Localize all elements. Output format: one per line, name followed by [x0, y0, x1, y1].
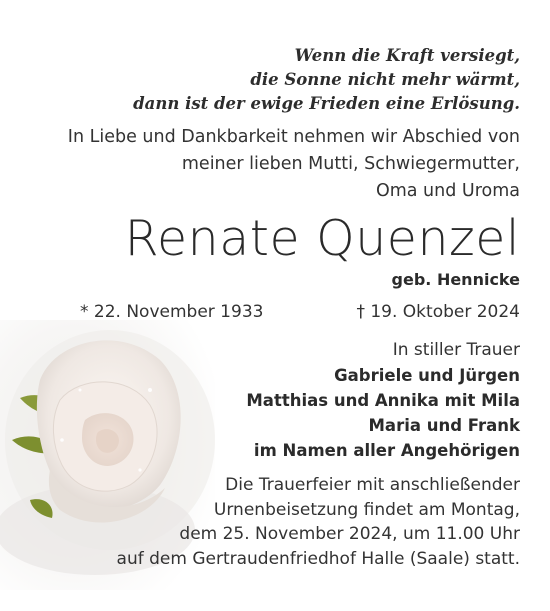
intro-line: In Liebe und Dankbarkeit nehmen wir Abschied von — [67, 127, 520, 147]
funeral-line: auf dem Gertraudenfriedhof Halle (Saale) statt. — [116, 548, 520, 569]
mourner-entry: Gabriele und Jürgen — [334, 366, 520, 385]
life-dates — [0, 297, 520, 327]
funeral-line: dem 25. November 2024, um 11.00 Uhr — [179, 524, 520, 544]
mourner-entry: Maria und Frank — [368, 416, 520, 435]
verse-line: dann ist der ewige Frieden eine Erlösung. — [133, 94, 520, 113]
mourner-entry: Matthias und Annika mit Mila — [246, 391, 520, 410]
verse-line: Wenn die Kraft versiegt, — [294, 46, 520, 65]
deceased-name: Renate Quenzel — [124, 210, 520, 267]
funeral-line: Urnenbeisetzung findet am Montag, — [213, 499, 520, 520]
mourners-list — [0, 363, 520, 463]
death-date: † 19. Oktober 2024 — [356, 302, 520, 322]
birth-name: geb. Hennicke — [391, 270, 520, 289]
funeral-line: Die Trauerfeier mit anschließender — [225, 475, 520, 495]
birth-date: * 22. November 1933 — [80, 302, 264, 322]
intro-line: Oma und Uroma — [375, 181, 520, 201]
verse-line: die Sonne nicht mehr wärmt, — [250, 70, 520, 89]
farewell-intro — [0, 124, 520, 205]
funeral-details — [0, 473, 520, 571]
mourning-intro: In stiller Trauer — [392, 340, 520, 360]
mourner-entry: im Namen aller Angehörigen — [253, 441, 520, 460]
memorial-verse — [0, 44, 520, 116]
intro-line: meiner lieben Mutti, Schwiegermutter, — [181, 154, 520, 174]
